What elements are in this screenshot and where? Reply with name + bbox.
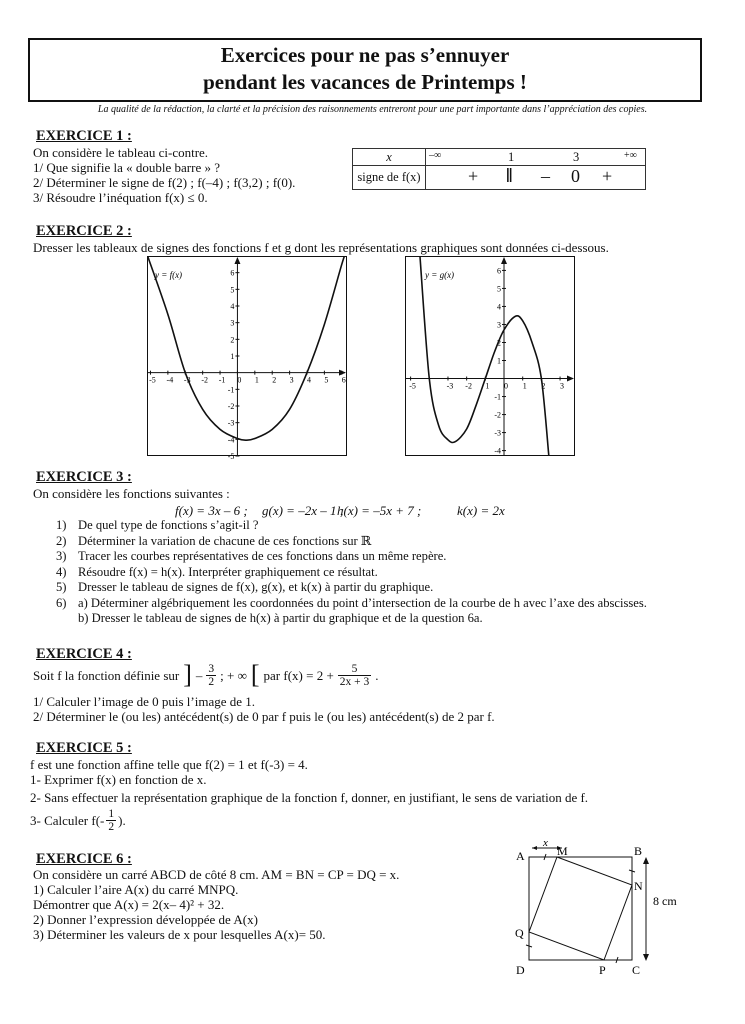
ex5-line-3: 3- Calculer f(- $\frac{1}{2}$ ).	[30, 808, 126, 833]
label-m: M	[557, 844, 568, 858]
ex4-line: 1/ Calculer l’image de 0 puis l’image de 1.	[33, 694, 256, 709]
x-tick-label: -4	[166, 375, 174, 385]
ex3-question: 4) Résoudre f(x) = h(x). Interpréter graphiquement ce résultat.	[56, 564, 378, 579]
square-mnpq	[529, 857, 632, 960]
ex5-line: 2- Sans effectuer la représentation graphique de la fonction f, donner, en justifiant, le sens de variation de f.	[30, 790, 589, 805]
y-tick-label: 3	[497, 320, 502, 330]
ex1-line: 2/ Déterminer le signe de f(2) ; f(–4) ; f(3,2) ; f(0).	[33, 175, 296, 190]
ex3-intro: On considère les fonctions suivantes :	[33, 486, 230, 501]
sign-table-x-label: x	[353, 149, 426, 166]
label-q: Q	[515, 926, 524, 940]
x-label: x	[543, 837, 548, 849]
x-value-1: 1	[508, 150, 515, 164]
ex1-text	[33, 145, 295, 205]
ex3-question: b) Dresser le tableau de signes de h(x) à partir du graphique et de la question 6a.	[78, 611, 483, 625]
ex3-questions	[56, 518, 647, 627]
ex6-line: 1) Calculer l’aire A(x) du carré MNPQ.	[33, 882, 239, 897]
ex3-question: 3) Tracer les courbes représentatives de ces fonctions dans un même repère.	[56, 549, 447, 563]
y-tick-label: 4	[230, 302, 235, 311]
y-tick-label: -3	[494, 428, 502, 438]
y-tick-label: -1	[494, 392, 502, 402]
x-tick-label: 1	[485, 381, 490, 391]
ex6-line: On considère un carré ABCD de côté 8 cm. AM = BN = CP = DQ = x.	[33, 867, 400, 882]
ex3-question: 1) De quel type de fonctions s’agit-il ?	[56, 518, 259, 532]
ex2-title: EXERCICE 2 :	[36, 223, 132, 239]
label-d: D	[516, 963, 525, 977]
y-tick-label: 5	[230, 285, 235, 295]
label-n: N	[634, 879, 643, 893]
x-tick-label: 4	[307, 375, 311, 385]
ex4-title: EXERCICE 4 :	[36, 646, 132, 662]
x-tick-label: -3	[446, 381, 454, 391]
y-tick-label: 2	[230, 335, 235, 345]
series-line-g	[420, 256, 549, 456]
double-bar: ‖	[506, 165, 513, 187]
ex6-line: Démontrer que A(x) = 2(x– 4)² + 32.	[33, 897, 225, 912]
x-tick-label: -1	[218, 375, 226, 385]
label-p: P	[599, 963, 606, 977]
title-line-2: pendant les vacances de Printemps !	[203, 70, 527, 94]
ex3-question: 5) Dresser le tableau de signes de f(x), g(x), et k(x) à partir du graphique.	[56, 580, 434, 594]
sign-zero: 0	[571, 166, 580, 186]
ex1-line: On considère le tableau ci-contre.	[33, 145, 209, 160]
curve-label: y = g(x)	[425, 270, 455, 280]
sign-minus: –	[541, 166, 550, 186]
ex6-title: EXERCICE 6 :	[36, 851, 132, 867]
ex3-title: EXERCICE 3 :	[36, 469, 132, 485]
x-tick-label: 1	[522, 381, 527, 391]
y-tick-label: 5	[497, 284, 502, 294]
ex3-question: 2) Déterminer la variation de chacune de ces fonctions sur ℝ	[56, 533, 372, 548]
y-tick-label: -4	[494, 446, 502, 456]
y-tick-label: -5	[227, 452, 235, 461]
ex6-line: 3) Déterminer les valeurs de x pour lesquelles A(x)= 50.	[33, 927, 326, 942]
y-tick-label: 6	[230, 268, 235, 278]
function-g: g(x) = –2x – 1 ;	[262, 503, 345, 518]
side-arrow-top	[643, 857, 649, 864]
y-tick-label: 3	[230, 318, 235, 328]
y-tick-label: 1	[230, 352, 235, 361]
subtitle: La qualité de la rédaction, la clarté et la précision des raisonnements entreront pour une part importante dans l’appréciation des copies.	[97, 104, 648, 115]
y-axis-arrow	[234, 257, 240, 264]
function-h: h(x) = –5x + 7 ;	[337, 503, 422, 518]
ex5-body	[30, 757, 588, 833]
ex5-title: EXERCICE 5 :	[36, 740, 132, 756]
x-tick-label: 0	[504, 381, 509, 391]
series-line-f	[147, 254, 345, 440]
y-tick-label: 6	[497, 266, 502, 276]
function-f: f(x) = 3x – 6 ;	[175, 503, 248, 518]
x-tick-label: 1	[254, 375, 259, 385]
ex6-line: 2) Donner l’expression développée de A(x)	[33, 912, 258, 927]
side-label: 8 cm	[653, 894, 677, 908]
ex4-definition: Soit f la fonction définie sur ] – $\frac{3}{2}$ ; + ∞ [ par f(x) = 2 + $\frac{5}{2x + 3}$ .	[33, 660, 379, 689]
x-tick-label: -2	[465, 381, 472, 391]
sign-plus-2: +	[602, 166, 613, 186]
function-k: k(x) = 2x	[457, 503, 505, 518]
function-fraction: $\frac{5}{2x + 3}$	[339, 662, 370, 688]
title-box	[28, 38, 702, 102]
square-figure	[510, 837, 690, 982]
ex1-line: 1/ Que signifie la « double barre » ?	[33, 160, 220, 175]
label-a: A	[516, 849, 525, 863]
y-tick-label: -1	[227, 385, 235, 395]
x-tick-label: 3	[560, 381, 565, 391]
title-line-1: Exercices pour ne pas s’ennuyer	[220, 43, 510, 67]
ex4-questions	[33, 694, 495, 724]
x-tick-label: 6	[341, 375, 346, 385]
x-axis-arrow	[567, 376, 574, 382]
x-tick-label: -5	[149, 375, 156, 385]
y-axis-arrow	[501, 257, 507, 264]
side-arrow-bottom	[643, 954, 649, 961]
x-tick-label: -3	[183, 375, 191, 385]
ex2-text: Dresser les tableaux de signes des fonctions f et g dont les représentations graphiques sont données ci-dessous.	[33, 240, 609, 255]
sign-table-signs	[426, 166, 646, 190]
ex5-intro: f est une fonction affine telle que f(2) = 1 et f(-3) = 4.	[30, 757, 308, 772]
sign-table-x-values	[426, 149, 646, 166]
chart-f	[147, 256, 347, 461]
x-tick-label: 5	[324, 375, 329, 385]
curve-label: y = f(x)	[155, 270, 183, 280]
interval-fraction: $\frac{3}{2}$	[208, 662, 215, 688]
y-tick-label: -2	[227, 402, 235, 411]
chart-frame	[148, 257, 347, 456]
ex5-line: 1- Exprimer f(x) en fonction de x.	[30, 772, 207, 787]
chart-frame	[406, 257, 575, 456]
y-tick-label: 4	[497, 302, 502, 312]
x-tick-label: 3	[289, 375, 294, 385]
sign-table-f-label: signe de f(x)	[353, 166, 426, 190]
y-tick-label: -4	[227, 435, 235, 445]
sign-plus-1: +	[468, 166, 479, 186]
x-tick-label: 2	[541, 381, 546, 391]
x-plus-inf: +∞	[624, 150, 637, 161]
sign-table	[352, 148, 646, 190]
y-tick-label: -3	[227, 418, 235, 428]
chart-g	[405, 256, 575, 456]
y-tick-label: 2	[497, 338, 502, 348]
label-b: B	[634, 844, 643, 858]
ex4-line: 2/ Déterminer le (ou les) antécédent(s) de 0 par f puis le (ou les) antécédent(s) de 2 par f.	[33, 709, 495, 724]
ex1-line: 3/ Résoudre l’inéquation f(x) ≤ 0.	[33, 190, 208, 205]
ex3-question: 6) a) Déterminer algébriquement les coordonnées du point d’intersection de la courbe de h avec l’axe des abscisses.	[56, 595, 647, 610]
x-arrow-head-left	[532, 846, 537, 850]
square-abcd	[529, 857, 632, 960]
ex6-body	[33, 867, 399, 942]
ex1-title: EXERCICE 1 :	[36, 128, 132, 144]
x-value-3: 3	[573, 150, 580, 164]
y-tick-label: -2	[494, 410, 502, 420]
x-tick-label: 0	[237, 375, 242, 385]
x-tick-label: -2	[201, 375, 208, 385]
y-tick-label: 1	[497, 356, 502, 366]
x-tick-label: 2	[272, 375, 277, 385]
label-c: C	[632, 963, 641, 977]
x-tick-label: -5	[409, 381, 416, 391]
x-minus-inf: –∞	[429, 150, 442, 161]
